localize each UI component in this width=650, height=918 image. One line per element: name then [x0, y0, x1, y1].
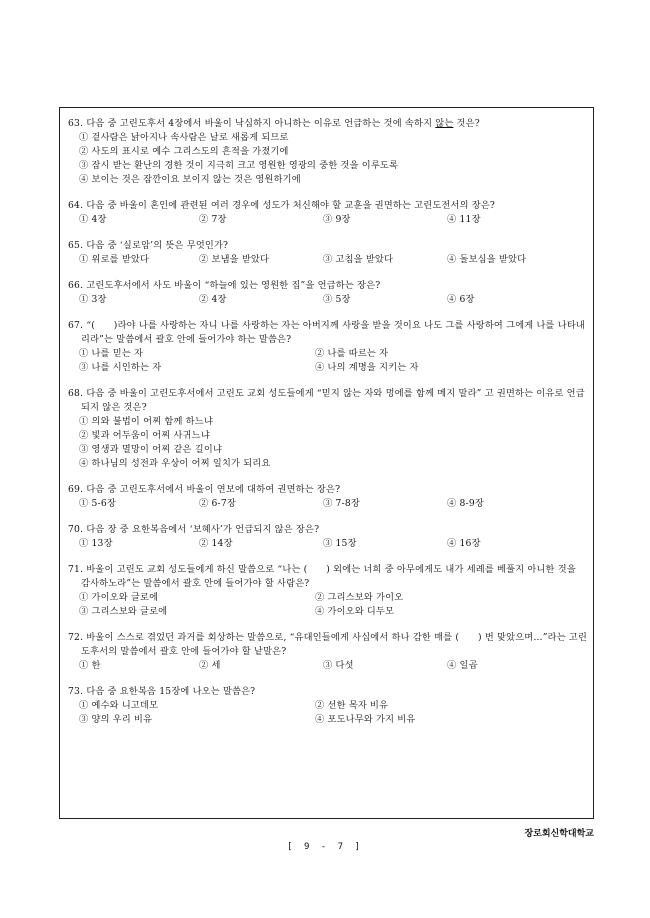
question-66	[68, 279, 588, 307]
question-list	[68, 117, 588, 739]
option-4[interactable]: ④ 일곱	[447, 660, 478, 671]
option-1[interactable]: ① 위로를 받았다	[79, 254, 150, 265]
option-4[interactable]: ④ 하나님의 성전과 우상이 어찌 일치가 되리요	[79, 458, 271, 469]
option-2[interactable]: ② 14장	[199, 538, 233, 549]
option-4[interactable]: ④ 11장	[447, 214, 481, 225]
question-68	[68, 387, 588, 471]
option-2[interactable]: ② 세	[199, 660, 221, 671]
option-2[interactable]: ② 4장	[199, 294, 227, 305]
option-4[interactable]: ④ 가이오와 디두모	[315, 606, 395, 617]
option-1[interactable]: ① 의와 불법이 어찌 함께 하느냐	[79, 416, 213, 427]
question-text: 64. 다음 중 바울이 혼인에 관련된 여러 경우에 성도가 처신해야 할 교훈을 권면하는 고린도전서의 장은?	[68, 200, 496, 211]
option-3[interactable]: ③ 15장	[323, 538, 357, 549]
option-3[interactable]: ③ 잠시 받는 환난의 경한 것이 지극히 크고 영원한 영광의 중한 것을 이루도록	[79, 160, 399, 171]
option-3[interactable]: ③ 고침을 받았다	[323, 254, 394, 265]
option-2[interactable]: ② 나를 따르는 자	[315, 348, 389, 359]
option-1[interactable]: ① 예수와 니고데모	[79, 700, 159, 711]
question-text: 69. 다음 중 고린도후서에서 바울이 연보에 대하여 권면하는 장은?	[68, 484, 341, 495]
question-text: 63. 다음 중 고린도후서 4장에서 바울이 낙심하지 아니하는 이유로 언급하는 것에 속하지 않는 것은?	[68, 118, 480, 129]
option-2[interactable]: ② 빛과 어두움이 어찌 사귀느냐	[79, 430, 210, 441]
question-text: 68. 다음 중 바울이 고린도후서에서 고린도 교회 성도들에게 “믿지 않는 자와 멍에를 함께 메지 말라” 고 권면하는 이유로 언급되지 않은 것은?	[68, 388, 585, 413]
question-70	[68, 523, 588, 551]
option-2[interactable]: ② 그리스보와 가이오	[315, 592, 404, 603]
option-2[interactable]: ② 사도의 표시로 예수 그리스도의 흔적을 가졌기에	[79, 146, 289, 157]
option-2[interactable]: ② 6-7장	[199, 498, 236, 509]
school-name: 장로회신학대학교	[524, 829, 594, 839]
option-4[interactable]: ④ 8-9장	[447, 498, 484, 509]
question-64	[68, 199, 588, 227]
option-2[interactable]: ② 보냄을 받았다	[199, 254, 270, 265]
option-1[interactable]: ① 3장	[79, 294, 107, 305]
option-3[interactable]: ③ 나를 시인하는 자	[79, 362, 162, 373]
question-63	[68, 117, 588, 187]
question-text: 65. 다음 중 ‘실로암’의 뜻은 무엇인가?	[68, 240, 229, 251]
option-4[interactable]: ④ 포도나무와 가지 비유	[315, 714, 416, 725]
question-text: 66. 고린도후서에서 사도 바울이 “하늘에 있는 영원한 집”을 언급하는 장은?	[68, 280, 381, 291]
option-3[interactable]: ③ 5장	[323, 294, 351, 305]
option-3[interactable]: ③ 9장	[323, 214, 351, 225]
question-text: 70. 다음 장 중 요한복음에서 ‘보혜사’가 언급되지 않은 장은?	[68, 524, 320, 535]
option-4[interactable]: ④ 보이는 것은 잠깐이요 보이지 않는 것은 영원하기에	[79, 174, 301, 185]
question-73	[68, 685, 588, 727]
question-67	[68, 319, 588, 375]
option-1[interactable]: ① 4장	[79, 214, 107, 225]
option-3[interactable]: ③ 그리스보와 글로에	[79, 606, 168, 617]
question-text: 71. 바울이 고린도 교회 성도들에게 하신 말씀으로 “나는 ( ) 외에는 너희 중 아무에게도 내가 세례를 베풀지 아니한 것을 감사하노라”는 말씀에서 괄호 안에 들어가야 할 사람은?	[68, 564, 576, 589]
option-1[interactable]: ① 5-6장	[79, 498, 116, 509]
option-4[interactable]: ④ 16장	[447, 538, 481, 549]
option-4[interactable]: ④ 6장	[447, 294, 475, 305]
option-1[interactable]: ① 13장	[79, 538, 113, 549]
option-4[interactable]: ④ 나의 계명을 지키는 자	[315, 362, 419, 373]
option-2[interactable]: ② 7장	[199, 214, 227, 225]
option-4[interactable]: ④ 돌보심을 받았다	[447, 254, 527, 265]
option-1[interactable]: ① 가이오와 글로에	[79, 592, 159, 603]
question-69	[68, 483, 588, 511]
option-2[interactable]: ② 선한 목자 비유	[315, 700, 389, 711]
option-3[interactable]: ③ 양의 우리 비유	[79, 714, 153, 725]
page-number: [ 9 - 7 ]	[287, 842, 363, 852]
question-71	[68, 563, 588, 619]
option-3[interactable]: ③ 다섯	[323, 660, 354, 671]
question-65	[68, 239, 588, 267]
option-3[interactable]: ③ 영생과 멸망이 어찌 같은 길이냐	[79, 444, 222, 455]
option-1[interactable]: ① 한	[79, 660, 101, 671]
question-text: 67. “( )라야 나를 사랑하는 자니 나를 사랑하는 자는 아버지께 사랑을 받을 것이요 나도 그를 사랑하여 그에게 나를 나타내리라”는 말씀에서 괄호 안에 들어가야 하는 말씀은?	[68, 320, 585, 345]
question-72	[68, 631, 588, 673]
option-1[interactable]: ① 나를 믿는 자	[79, 348, 144, 359]
option-3[interactable]: ③ 7-8장	[323, 498, 360, 509]
option-1[interactable]: ① 겉사람은 낡아지나 속사람은 날로 새롭게 되므로	[79, 132, 289, 143]
question-text: 73. 다음 중 요한복음 15장에 나오는 말씀은?	[68, 686, 256, 697]
question-text: 72. 바울이 스스로 겪었던 과거를 회상하는 말씀으로, “유대인들에게 사십에서 하나 감한 매를 ( ) 번 맞았으며…”라는 고린도후서의 말씀에서 괄호 안에 들어가야 할 낱말은?	[68, 632, 588, 657]
